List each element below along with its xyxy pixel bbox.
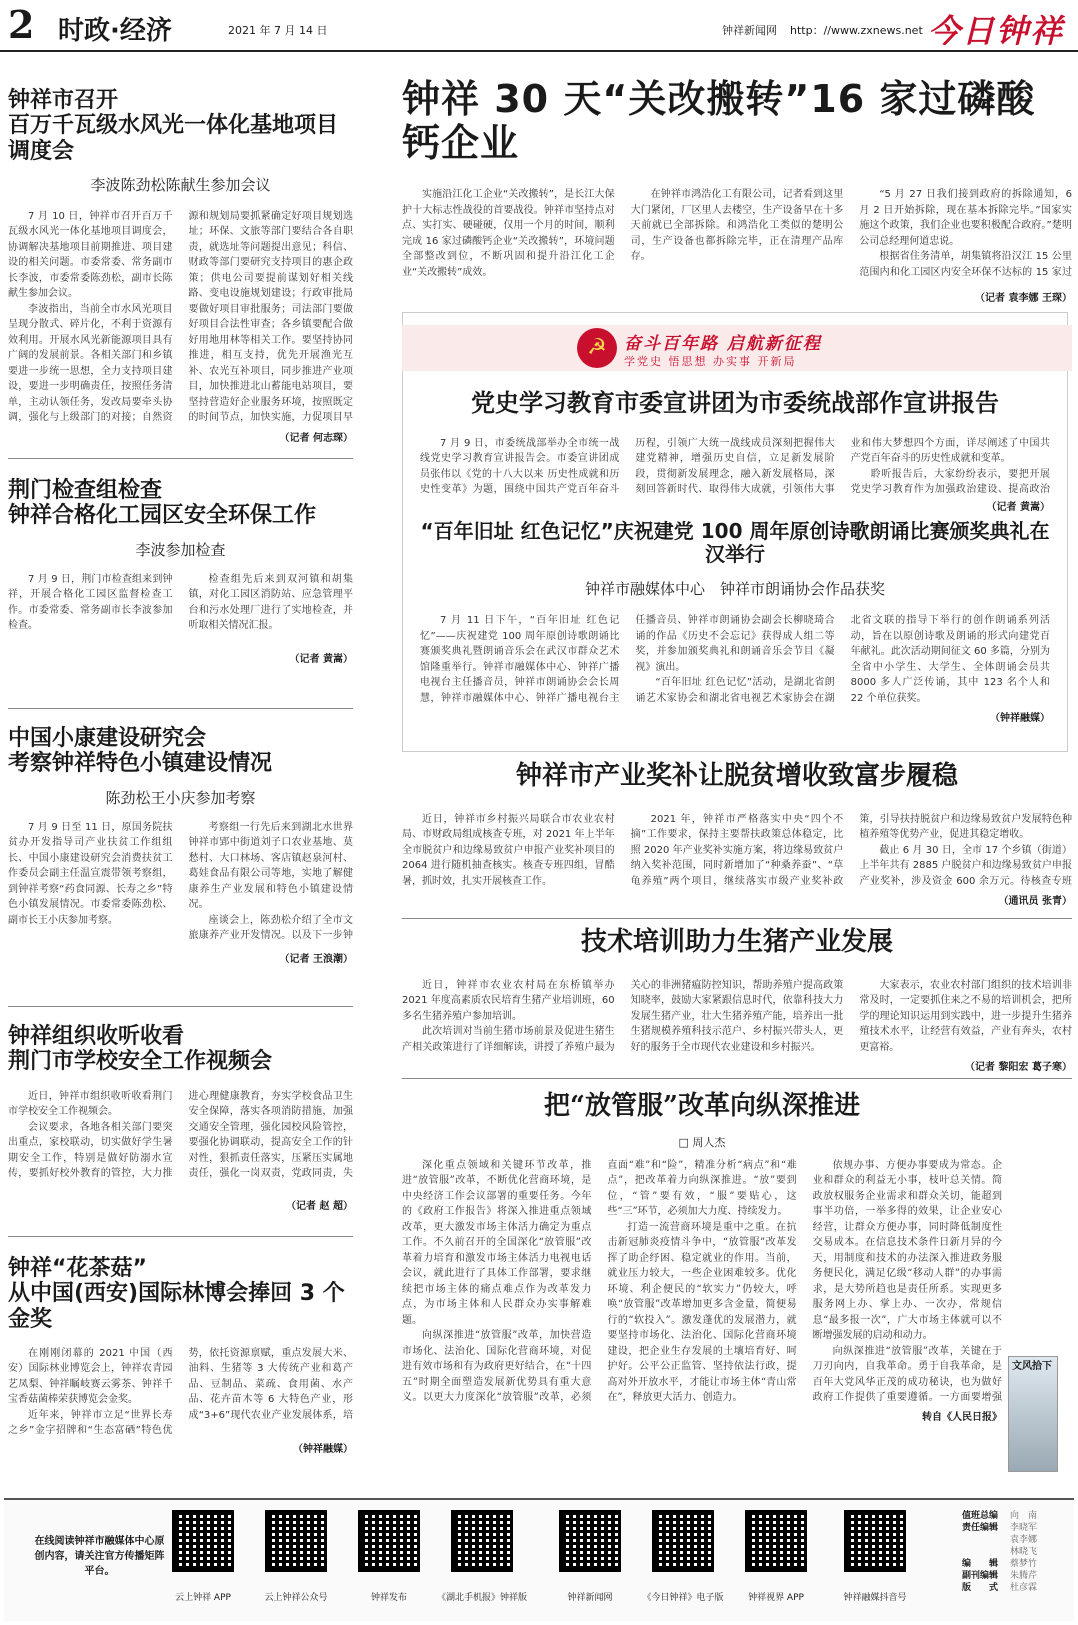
article-poetry-award: [420, 520, 1050, 724]
qr-label: 云上钟祥 APP: [175, 1593, 231, 1603]
footer-note: 在线阅读钟祥市融媒体中心原创内容，请关注官方传播矩阵平台。: [34, 1536, 165, 1577]
byline: （记者 黎阳宏 葛子寒）: [965, 1061, 1072, 1073]
staff-row: 版 式 杜彦霖: [962, 1583, 1038, 1593]
byline: （钟祥融媒）: [293, 1443, 353, 1455]
column-thumbnail-image: [1008, 1356, 1058, 1472]
headline-line-2: 钟祥合格化工园区安全环保工作: [8, 503, 317, 529]
qr-code-icon[interactable]: [265, 1510, 327, 1572]
section-title: 时政·经济: [58, 16, 172, 46]
byline: （记者 黄嵩）: [986, 501, 1050, 513]
article-body: 7 月 11 日下午，“百年旧址 红色记忆”——庆祝建党 100 周年原创诗歌朗诵比赛颁奖典礼暨朗诵音乐会在武汉市群众艺术馆隆重举行。钟祥市融媒体中心、钟祥广播电视台主任播音员，钟祥市朗诵协会会长周慧，钟祥市融媒体中心、钟祥广播电视台主任播音员、钟祥市朗诵协会副会长柳晓琦合诵的作品《历史不会忘记》获得成人组二等奖，并参加颁奖典礼和朗诵音乐会节目《凝视》演出。 “百年旧址 红色记忆”活动，是湖北省朗诵艺术家协会和湖北省电视艺术家协会在湖北省文联的指导下举行的创作朗诵系列活动，旨在以原创诗歌及朗诵的形式向建党百年献礼。此次活动期间征文 60 多篇，分别为全省中小学生、大学生、全体朗诵会员共 8000 多人广泛传诵，其中 123 名个人和 22 个单位获奖。: [420, 615, 1050, 704]
headline-line-1: 中国小康建设研究会: [8, 726, 207, 751]
byline: （记者 何志琛）: [279, 432, 353, 444]
headline-line-2: 百万千瓦级水风光一体化基地项目调度会: [8, 113, 339, 164]
subhead: 钟祥市融媒体中心 钟祥市朗诵协会作品获奖: [584, 580, 885, 598]
subhead: 陈劲松王小庆参加考察: [105, 788, 256, 807]
article-hydro-wind-solar: [8, 88, 353, 444]
qr-label: 钟祥发布: [370, 1593, 407, 1603]
article-lead: [402, 78, 1072, 304]
staff-row: 副刊编辑 朱腾芹: [962, 1571, 1038, 1581]
staff-row: 林晓飞: [1010, 1547, 1038, 1557]
headline: 钟祥 30 天“关改搬转”16 家过磷酸钙企业: [402, 77, 1036, 165]
article-school-safety: [8, 1024, 353, 1212]
byline: （通讯员 张青）: [998, 895, 1072, 907]
qr-label: 《今日钟祥》电子版: [642, 1593, 724, 1603]
article-body: 7 月 9 日，荆门市检查组来到钟祥，开展合格化工园区监督检查工作。市委常委、常务副市长李波参加检查。 检查组先后来到双河镇和胡集镇，对化工园区消防站、应急管理平台和污水处理厂进行了实地检查，并听取相关情况汇报。: [8, 573, 353, 632]
headline: 把“放管服”改革向纵深推进: [544, 1091, 860, 1121]
byline: （钟祥融媒）: [990, 713, 1050, 724]
headline-line-1: 钟祥“花茶菇”: [8, 1256, 147, 1281]
article-poverty-subsidy: [402, 762, 1072, 907]
page-number: 2: [8, 2, 35, 47]
qr-code-icon[interactable]: [559, 1510, 621, 1572]
headline: 钟祥市产业奖补让脱贫增收致富步履稳: [515, 761, 958, 791]
qr-code-icon[interactable]: [358, 1510, 420, 1572]
article-body: 7 月 10 日，钟祥市召开百万千瓦级水风光一体化基地项目调度会，协调解决基地项目前期推进、项目建设的相关问题。市委常委、常务副市长李波，市委常委陈劲松，副市长陈献生参加会议。 李波指出，当前全市水风光项目呈现分散式、碎片化，不利于资源有效利用。开展水风光新能源项目具有广阔的发展前景。各相关部门和乡镇要进一步统一思想，全力支持项目建设，要进一步明确责任，按照任务清单，主动认领任务，发改局要牵头协调，强化与上级部门的对接；自然资源和规划局要抓紧确定好项目规划选址；环保、文旅等部门要结合各自职责，就选址等问题提出意见；科信、财政等部门要研究支持项目的惠企政策；供电公司要提前谋划好相关线路、变电设施规划建设；行政审批局要做好项目审批服务；司法部门要做好项目合法性审查；各乡镇要配合做好用地用林等相关工作。要坚持协同推进，相互支持，优先开展渔光互补、农光互补项目，同步推进产业项目，加快推进北山蓄能电站项目，要坚持营造好企业服务环境，按照既定的时间节点，加快实施，力促项目早: [8, 210, 353, 424]
banner-title: 奋斗百年路 启航新征程: [624, 334, 822, 354]
site-url[interactable]: http：//www.zxnews.net: [790, 24, 923, 37]
qr-label: 云上钟祥公众号: [264, 1593, 328, 1603]
headline-line-1: 荆门检查组检查: [8, 478, 163, 503]
article-body: 在刚刚闭幕的 2021 中国（西安）国际林业博览会上，钟祥农青园艺凤梨、钟祥瞩岐赛云雾茶、钟祥千宝香菇菌棒荣获博览会金奖。 近年来，钟祥市立足“世界长寿之乡”金字招牌和“生态富硒”特色优势，依托资源禀赋，重点发展大米、油料、生猪等 3 大传统产业和葛产品、豆制品、菜疏、食用菌、水产品、花卉苗木等 6 大特色产业，形成“3+6”现代农业产业发展体系，培: [8, 1347, 353, 1437]
headline-line-2: 从中国(西安)国际林博会捧回 3 个金奖: [8, 1281, 345, 1332]
staff-list: [962, 1510, 1037, 1594]
article-party-history-lecture: [420, 390, 1050, 513]
divider: [402, 1078, 1072, 1079]
article-pig-training: [402, 928, 1072, 1073]
banner-slogan: 学党史 悟思想 办实事 开新局: [624, 355, 797, 368]
staff-row: 责任编辑 李晓军: [962, 1523, 1038, 1533]
article-body: 7 月 9 日至 11 日，原国务院扶贫办开发指导司产业扶贫工作组组长、中国小康建设研究会消费扶贫工作委员会副主任温宣震带领考察组，到钟祥考察“药食同源、长寿之乡”特色小镇发展情况。市委常委陈劲松、副市长王小庆参加考察。 考察组一行先后来到湖北水世界钟祥市郢中街道刘子口农业基地、莫愁村、大口林场、客店镇赵泉河村、葛娃食品有限公司等地，实地了解健康养生产业发展和特色小镇建设情况。 座谈会上，陈劲松介绍了全市文旅康养产业开发情况。以及下一步钟: [8, 821, 353, 942]
headline-line-1: 钟祥组织收听收看: [8, 1024, 185, 1049]
headline-line-2: 考察钟祥特色小镇建设情况: [8, 751, 273, 777]
source-credit: 转自《人民日报》: [922, 1411, 1002, 1423]
byline: □ 周人杰: [678, 1135, 726, 1149]
divider: [8, 708, 353, 709]
qr-code-icon[interactable]: [172, 1510, 234, 1572]
byline: （记者 黄嵩）: [289, 653, 353, 665]
article-xiaokang-visit: [8, 726, 353, 965]
theme-banner: [402, 325, 1072, 371]
qr-code-icon[interactable]: [745, 1510, 807, 1572]
article-body: 近日，钟祥市组织收听收看荆门市学校安全工作视频会。 会议要求，各地各相关部门要突出重点，家校联动，切实做好学生暑期安全工作，特别是做好防溺水宣传，要抓好校外教育的管控，大力推进心理健康教育，夯实学校食品卫生安全保障，落实各项消防措施，加强交通安全管理，强化园校风险管控，要强化协调联动，提高安全工作的针对性，狠抓责任落实，压紧压实属地责任，强化一岗双责，党政同责，失: [8, 1090, 353, 1180]
headline: 党史学习教育市委宣讲团为市委统战部作宣讲报告: [471, 389, 999, 417]
headline-line-2: 荆门市学校安全工作视频会: [8, 1049, 273, 1075]
qr-code-icon[interactable]: [652, 1510, 714, 1572]
headline-line-1: 钟祥市召开: [8, 88, 119, 113]
qr-label: 钟祥视界 APP: [748, 1593, 804, 1603]
byline: （记者 赵 超）: [286, 1200, 353, 1212]
footer-media-matrix: [4, 1498, 1074, 1621]
staff-row: 袁李娜: [1010, 1535, 1038, 1545]
qr-label: 钟祥融媒抖音号: [843, 1593, 907, 1603]
divider: [402, 918, 1072, 919]
qr-code-icon[interactable]: [844, 1510, 906, 1572]
qr-code-icon[interactable]: [451, 1510, 513, 1572]
masthead: [0, 0, 1078, 52]
divider: [8, 1006, 353, 1007]
party-emblem-icon: ☭: [577, 328, 617, 368]
article-reform-commentary: [402, 1092, 1002, 1423]
staff-row: 值班总编 向 南: [962, 1511, 1038, 1521]
article-body: 实施沿江化工企业“关改搬转”，是长江大保护十大标志性战役的首要战役。钟祥市坚持点对点、实打实、硬碰硬，仅用一个月的时间，顺利完成 16 家过磷酸钙企业“关改搬转”，环境问题全部整改到位，不断巩固和提升沿江化工企业“关改搬转”成效。 在钟祥市鸿浩化工有限公司，记者看到这里大门紧闭，厂区里人去楼空，生产设备早在十多天前就已全部拆除。和鸿浩化工类似的楚明公司，生产设备也都拆除完毕，正在清理产品库存。 “5 月 27 日我们接到政府的拆除通知，6 月 2 日开始拆除，现在基本拆除完毕。”国家实施这个政策，我们企业也要积极配合政府。”楚明公司总经理何道忠说。 根据省住务清单，胡集镇将沿汉江 15 公里范围内和化工园区内安全环保不达标的 15 家过: [402, 189, 1072, 278]
article-chemical-park-inspection: [8, 478, 353, 665]
article-forestry-expo: [8, 1256, 353, 1455]
byline: （记者 袁李娜 王琛）: [975, 293, 1072, 305]
article-body: 近日，钟祥市农业农村局在东桥镇举办 2021 年度高素质农民培育生猪产业培训班，60 多名生猪养殖户参加培训。 此次培训对当前生猪市场前景及促进生猪生产相关政策进行了详细解读，讲授了养殖户最为关心的非洲猪瘟防控知识，帮助养殖户提高政策知晓率，鼓励大家紧跟信息时代，依靠科技大力发展生猪产业，壮大生猪养殖产能，培养出一批生猪规模养殖科技示范户、乡村振兴带头人，更好的服务于全市现代农业建设和乡村振兴。 大家表示，农业农村部门组织的技术培训非常及时，一定要抓住来之不易的培训机会，把所学的理论知识运用到实践中，进一步提升生猪养殖技术水平，让经营有效益，产业有奔头，农村更富裕。: [402, 979, 1072, 1053]
divider: [8, 458, 353, 459]
column-label: 文风拾下: [1012, 1361, 1052, 1372]
divider: [8, 1236, 353, 1237]
article-body: 深化重点领域和关键环节改革，推进“放管服”改革，不断优化营商环境，是中央经济工作会议部署的重要任务。今年的《政府工作报告》将深入推进重点领域改革，更大激发市场主体活力确定为重点工作。不久前召开的全国深化“放管服”改革着力培育和激发市场主体活力电视电话会议，就此进行了具体工作部署，要求继续把市场主体的痛点难点作为改革发力点，为市场主体和人民群众办实事解难题。 向纵深推进“放管服”改革，加快营造市场化、法治化、国际化营商环境，对促进有效市场和有为政府更好结合，在“十四五”时期全面塑造发展新优势具有重大意义。以更大力度深化“放管服”改革，必须直面“难”和“险”，精准分析“病点”和“难点”，把改革着力向纵深推进。“放”要到位，“管”要有效，“服”要贴心，这些“三”环节，必须加大力度、持续发力。 打造一流营商环境是重中之重。在抗击新冠肺炎疫情斗争中，“放管服”改革发挥了助企纾困、稳定就业的作用。当前，就业压力较大，一些企业困难较多。优化环境、利企便民的“软实力”仍较大，呼唤“放管服”改革增加更多含金量，简便易行的“软投入”。激发蓬优的发展潜力，就要坚持市场化、法治化、国际化营商环境建设，把企业生存发展的土壤培育好、呵护好。公平公正监管、坚持依法行政，提高对外开放水平，才能让市场主体“青山常在”，释放更大活力、创造力。 依规办事、方便办事要成为常态。企业和群众的利益无小事，枝叶总关情。简政放权服务企业需求和群众关切，能超到事半功倍，一举多得的效果，让企业安心经营，让群众方便办事，同时降低制度性交易成本。在信息技术条件日新月异的今天，用制度和技术的办法深入推进政务服务便民化，满足亿级“移动人群”的办事需求，是大势所趋也是责任所系。实现更多服务网上办、掌上办、一次办，常规信息“最多报一次”，广大市场主体就可以不断增强发展的启动和动力。 向纵深推进“放管服”改革，关键在于刀刃向内，自我革命。勇于自我革命，是百年大党风华正茂的成功秘诀，也为做好政府工作提供了重要遵循。一方面要增强: [402, 1159, 1002, 1404]
newspaper-logo: 今日钟祥: [928, 12, 1065, 50]
qr-label: 《湖北手机报》钟祥版: [436, 1593, 527, 1603]
site-name: 钟祥新闻网: [722, 24, 777, 37]
article-body: 7 月 9 日，市委统战部举办全市统一战线党史学习教育宣讲报告会。市委宣讲团成员张伟以《党的十八大以来 历史性成就和历史性变革》为题，围绕中国共产党百年奋斗历程，引领广大统一战线成员深刻把握伟大建党精神，增强历史自信，立足新发展阶段，贯彻新发展理念，融入新发展格局，深刻回答新时代、取得伟大成就，引领伟大事业和伟大梦想四个方面，详尽阐述了中国共产党百年奋斗的历史性成就和变革。 聆听报告后，大家纷纷表示，要把开展党史学习教育作为加强政治建设、提高政治: [420, 437, 1050, 496]
staff-row: 编 辑 蔡梦竹: [962, 1559, 1038, 1569]
byline: （记者 王浪潮）: [279, 953, 353, 965]
subhead: 李波参加检查: [135, 540, 226, 559]
headline: “百年旧址 红色记忆”庆祝建党 100 周年原创诗歌朗诵比赛颁奖典礼在汉举行: [420, 519, 1050, 566]
headline: 技术培训助力生猪产业发展: [580, 927, 893, 957]
issue-date: 2021 年 7 月 14 日: [228, 24, 328, 37]
article-body: 近日，钟祥市乡村振兴局联合市农业农村局、市财政局组成核查专班，对 2021 年上半年全市脱贫户和边缘易致贫户申报产业奖补项目的 2064 进行随机抽查核实。核查专班四组，冒酷暑，抓时效，扎实开展核查工作。 2021 年，钟祥市严格落实中央“四个不摘”工作要求，保持主要帮扶政策总体稳定，比照 2020 年产业奖补实施方案，将边缘易致贫户纳入奖补范围，同时新增加了“种桑养蚕”、“草龟养殖”两个项目，继续落实市级产业奖补政策，引导扶持脱贫户和边缘易致贫户发展特色种植养殖等优势产业，促进其稳定增收。 截止 6 月 30 日，全市 17 个乡镇（街道）上半年共有 2885 户脱贫户和边缘易致贫户申报产业奖补，涉及资金 600 余万元。待核查专班: [402, 813, 1072, 887]
qr-label: 钟祥新闻网: [567, 1593, 613, 1603]
subhead: 李波陈劲松陈献生参加会议: [90, 175, 271, 194]
